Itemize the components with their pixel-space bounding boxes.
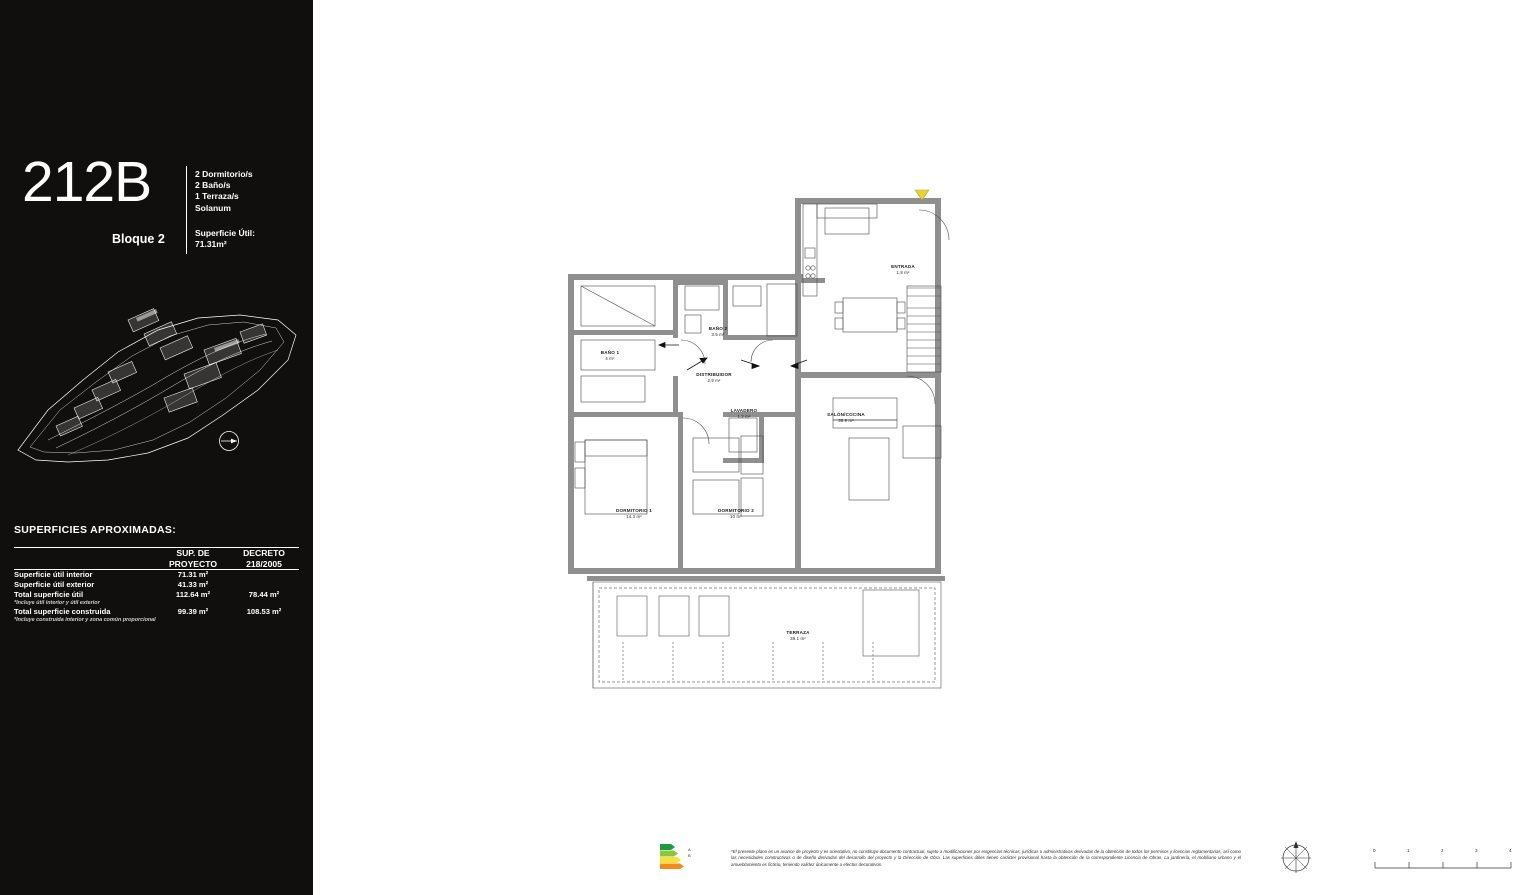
room-name: ENTRADA	[891, 264, 915, 269]
row-decreto-value	[229, 570, 299, 581]
row-decreto-value	[229, 580, 299, 590]
surface-util-label: Superficie Útil:	[195, 228, 255, 238]
svg-text:A: A	[688, 847, 691, 852]
table-row	[14, 590, 299, 607]
room-area: 1.8 m²	[896, 270, 910, 275]
table-row	[14, 607, 299, 624]
header-blank	[14, 548, 157, 570]
unit-spec-list	[195, 169, 253, 214]
room-label-terraza	[771, 630, 825, 642]
row-proyecto-value: 112.64 m²	[175, 590, 211, 599]
floorplan-drawing	[563, 190, 1003, 710]
site-plan-illustration	[8, 290, 305, 480]
table-header-row	[14, 548, 299, 570]
row-label	[14, 607, 157, 624]
room-label-dormitorio2	[703, 508, 769, 520]
sidebar-panel	[0, 0, 313, 895]
compass-icon	[1276, 838, 1316, 878]
room-label-dormitorio1	[601, 508, 667, 520]
room-area: 39.1 m²	[790, 636, 806, 641]
row-label-text: Superficie útil exterior	[14, 580, 95, 589]
room-area: 2.9 m²	[707, 378, 721, 383]
scale-tick-2: 2	[1441, 848, 1444, 853]
room-name: DISTRIBUIDOR	[696, 372, 732, 377]
row-proyecto-value: 99.39 m²	[177, 607, 209, 616]
row-decreto-value: 78.44 m²	[248, 590, 280, 599]
room-name: LAVADERO	[730, 408, 758, 413]
row-proyecto-value: 71.31 m²	[177, 570, 209, 579]
site-north-marker	[215, 427, 243, 455]
table-row	[14, 570, 299, 581]
room-name: DORMITORIO 1	[615, 508, 652, 513]
room-label-salon-cocina	[813, 412, 879, 424]
row-decreto-value: 108.53 m²	[246, 607, 282, 616]
scale-tick-3: 3	[1475, 848, 1478, 853]
row-proyecto-value: 41.33 m²	[177, 580, 209, 589]
spec-bedrooms: 2 Dormitorio/s	[195, 169, 253, 179]
room-name: TERRAZA	[786, 630, 810, 635]
table-row	[14, 580, 299, 590]
scale-tick-0: 0	[1373, 848, 1376, 853]
block-name: Bloque 2	[112, 232, 165, 246]
surfaces-table	[14, 547, 299, 624]
room-name: BAÑO 1	[600, 350, 620, 355]
room-label-lavadero	[719, 408, 769, 420]
room-area: 14.3 m²	[626, 514, 642, 519]
room-label-entrada	[873, 264, 933, 276]
room-area: 1.2 m²	[737, 414, 751, 419]
header-proyecto-line1: SUP. DE	[176, 548, 210, 558]
energy-rating-icon	[660, 843, 702, 869]
room-name: DORMITORIO 2	[717, 508, 754, 513]
room-area: 4 m²	[605, 356, 615, 361]
spec-terraces: 1 Terraza/s	[195, 191, 239, 202]
header-decreto-line2: 218/2005	[246, 558, 282, 569]
disclaimer-text: *El presente plano es un avance de proyecto y es orientativo, no constituye documento contractual, sujeto a modificaciones por exigencias técnicas, jurídicas o administrativas derivadas de la obtención de todos los permisos y licencias reglamentarias, así como las necesidades constructivas o de diseño derivadas del desarrollo del proyecto y la Dirección de Obra. Las superficies útiles tienen carácter provisional hasta la obtención de la correspondiente Licencia de Obras. La jardinería, el mobiliario urbano y el amueblamiento es ficticio, teniendo validez únicamente a efectos decorativos.	[731, 849, 1241, 867]
scale-tick-1: 1	[1407, 848, 1410, 853]
row-label-text: Superficie útil interior	[14, 570, 93, 579]
room-area: 3.5 m²	[711, 332, 725, 337]
row-label-text: Total superficie construida	[14, 607, 111, 616]
unit-title-block	[0, 150, 313, 260]
unit-code: 212B	[22, 150, 152, 214]
row-label-text: Total superficie útil	[14, 590, 84, 599]
row-label-note: *Incluye útil interior y útil exterior	[14, 600, 100, 606]
header-decreto-line1: DECRETO	[243, 548, 285, 558]
row-label	[14, 580, 157, 590]
room-label-bano2	[693, 326, 743, 338]
header-proyecto	[157, 548, 229, 570]
scale-tick-4: 4	[1509, 848, 1512, 853]
room-label-bano1	[585, 350, 635, 362]
row-label-note: *Incluye construida interior y zona común proporcional	[14, 617, 156, 623]
title-divider	[186, 166, 187, 254]
room-area: 38.9 m²	[838, 418, 854, 423]
svg-text:B: B	[688, 853, 691, 858]
surfaces-heading: SUPERFICIES APROXIMADAS:	[14, 524, 176, 536]
spec-bathrooms: 2 Baño/s	[195, 180, 231, 191]
scale-bar	[1373, 848, 1513, 874]
surface-util-value: 71.31m²	[195, 239, 227, 250]
room-name: SALÓN/COCINA	[827, 412, 865, 417]
row-label	[14, 570, 157, 581]
header-proyecto-line2: PROYECTO	[168, 558, 218, 569]
header-decreto	[229, 548, 299, 570]
surface-util-block	[195, 228, 255, 250]
spec-extra: Solanum	[195, 202, 231, 213]
room-label-distribuidor	[681, 372, 747, 384]
row-label	[14, 590, 157, 607]
room-area: 10 m²	[730, 514, 742, 519]
room-name: BAÑO 2	[708, 326, 728, 331]
plan-area	[313, 0, 1512, 895]
